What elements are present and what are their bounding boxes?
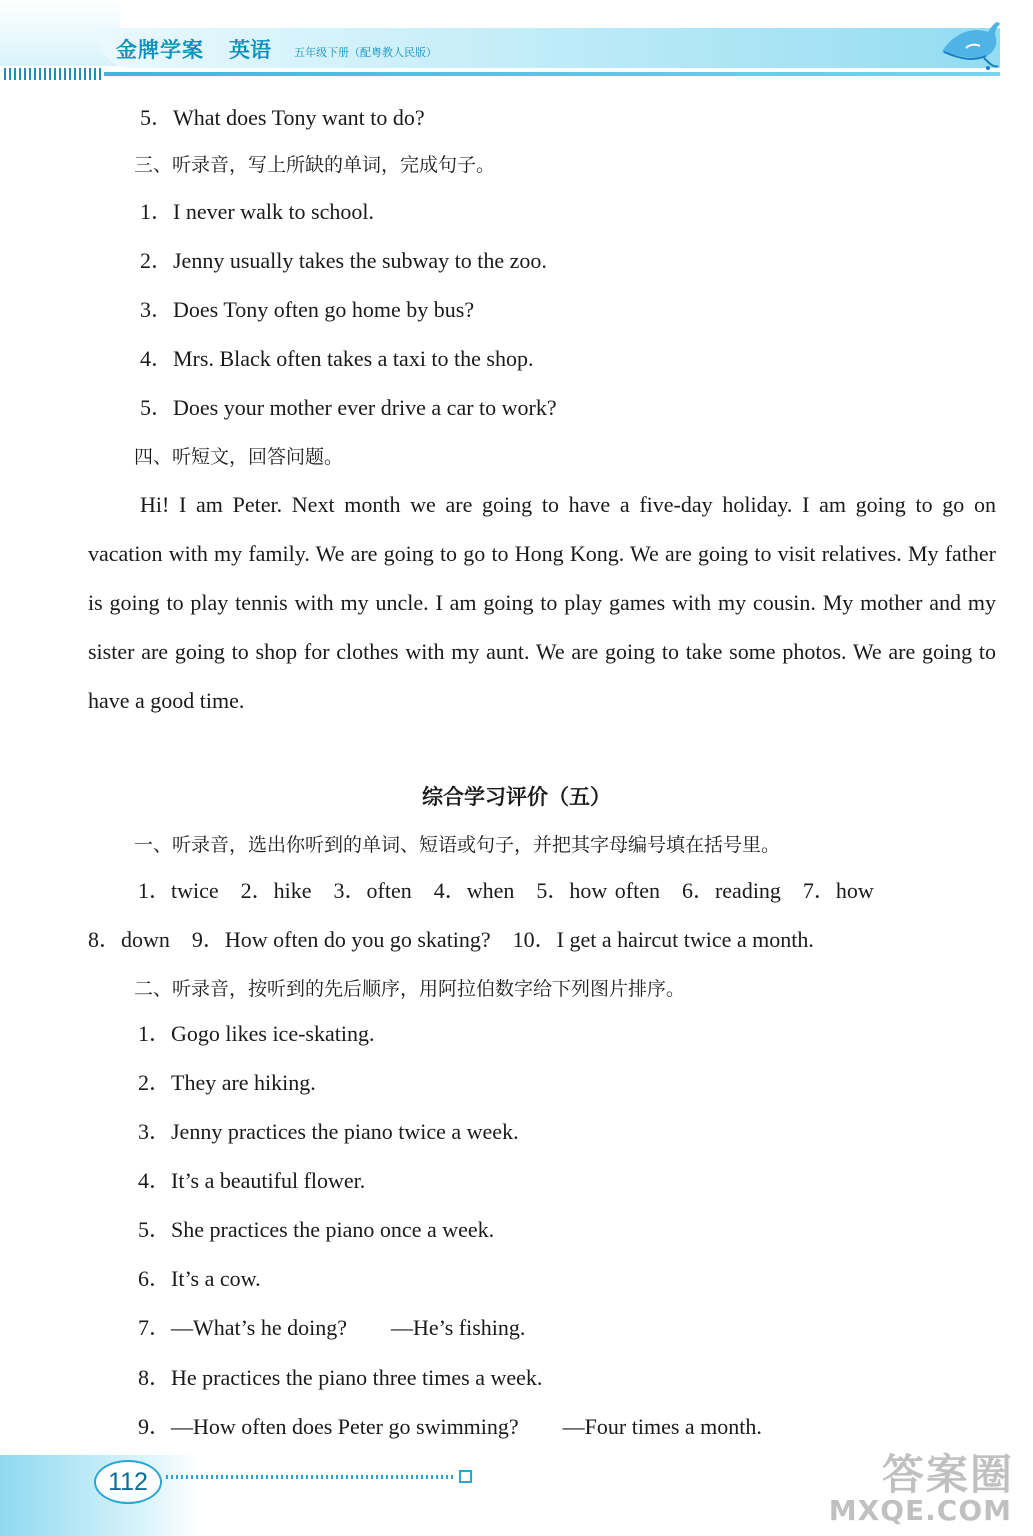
header-rule — [104, 72, 1000, 76]
sentence-item: 3．Does Tony often go home by bus? — [140, 297, 475, 322]
footer-dotted-rule — [166, 1475, 454, 1479]
sentence-item: 5．She practices the piano once a week. — [138, 1217, 495, 1242]
sentence-item: 4．It’s a beautiful flower. — [138, 1168, 366, 1193]
sentence-item: 6．It’s a cow. — [138, 1266, 261, 1291]
dolphin-logo-icon — [938, 18, 1002, 72]
sentence-item: 4．Mrs. Black often takes a taxi to the shop. — [140, 346, 534, 371]
footer-square-icon — [459, 1470, 472, 1483]
section-heading: 三、听录音，写上所缺的单词，完成句子。 — [134, 154, 496, 176]
page-header — [0, 0, 1033, 90]
section-heading: 四、听短文，回答问题。 — [134, 446, 344, 468]
sentence-item: 2．They are hiking. — [138, 1070, 316, 1095]
sentence-item: 3．Jenny practices the piano twice a week. — [138, 1119, 519, 1144]
sentence-item: 7．—What’s he doing? —He’s fishing. — [138, 1315, 526, 1340]
footer-band — [0, 1455, 200, 1536]
sentence-item: 2．Jenny usually takes the subway to the zoo. — [140, 248, 547, 273]
listening-passage: Hi! I am Peter. Next month we are going to have a five-day holiday. I am going to go on vacation with my family. We are going to go to Hong Kong. We are going to visit relatives. My father is going to play tennis with my uncle. I am going to play games with my cousin. My mother and my sister are going to shop for clothes with my aunt. We are going to take some photos. We are going to have a good time. — [88, 492, 996, 713]
watermark-url: MXQE.COM — [828, 1494, 1012, 1527]
book-title: 金牌学案 — [116, 38, 204, 62]
page-number: 112 — [94, 1460, 162, 1504]
sentence-item: 1．Gogo likes ice-skating. — [138, 1021, 375, 1046]
watermark-text: 答案圈 — [881, 1450, 1014, 1499]
answer-line: 8．down 9．How often do you go skating? 10．I get a haircut twice a month. — [88, 927, 814, 952]
question-item: 5．What does Tony want to do? — [140, 105, 425, 130]
watermark — [822, 1442, 1022, 1532]
sentence-item: 8．He practices the piano three times a week. — [138, 1365, 543, 1390]
answer-line: 1．twice 2．hike 3．often 4．when 5．how often 6．reading 7．how — [138, 878, 874, 903]
sentence-item: 5．Does your mother ever drive a car to work? — [140, 395, 557, 420]
section-heading: 一、听录音，选出你听到的单词、短语或句子，并把其字母编号填在括号里。 — [134, 834, 781, 856]
sentence-item: 9．—How often does Peter go swimming? —Four times a month. — [138, 1414, 762, 1439]
book-subject: 英语 — [229, 38, 271, 62]
header-stripes — [4, 68, 104, 80]
review-title: 综合学习评价（五） — [422, 785, 611, 809]
book-grade: 五年级下册（配粤教人民版） — [294, 46, 437, 59]
section-heading: 二、听录音，按听到的先后顺序，用阿拉伯数字给下列图片排序。 — [134, 978, 686, 1000]
sentence-item: 1．I never walk to school. — [140, 199, 374, 224]
